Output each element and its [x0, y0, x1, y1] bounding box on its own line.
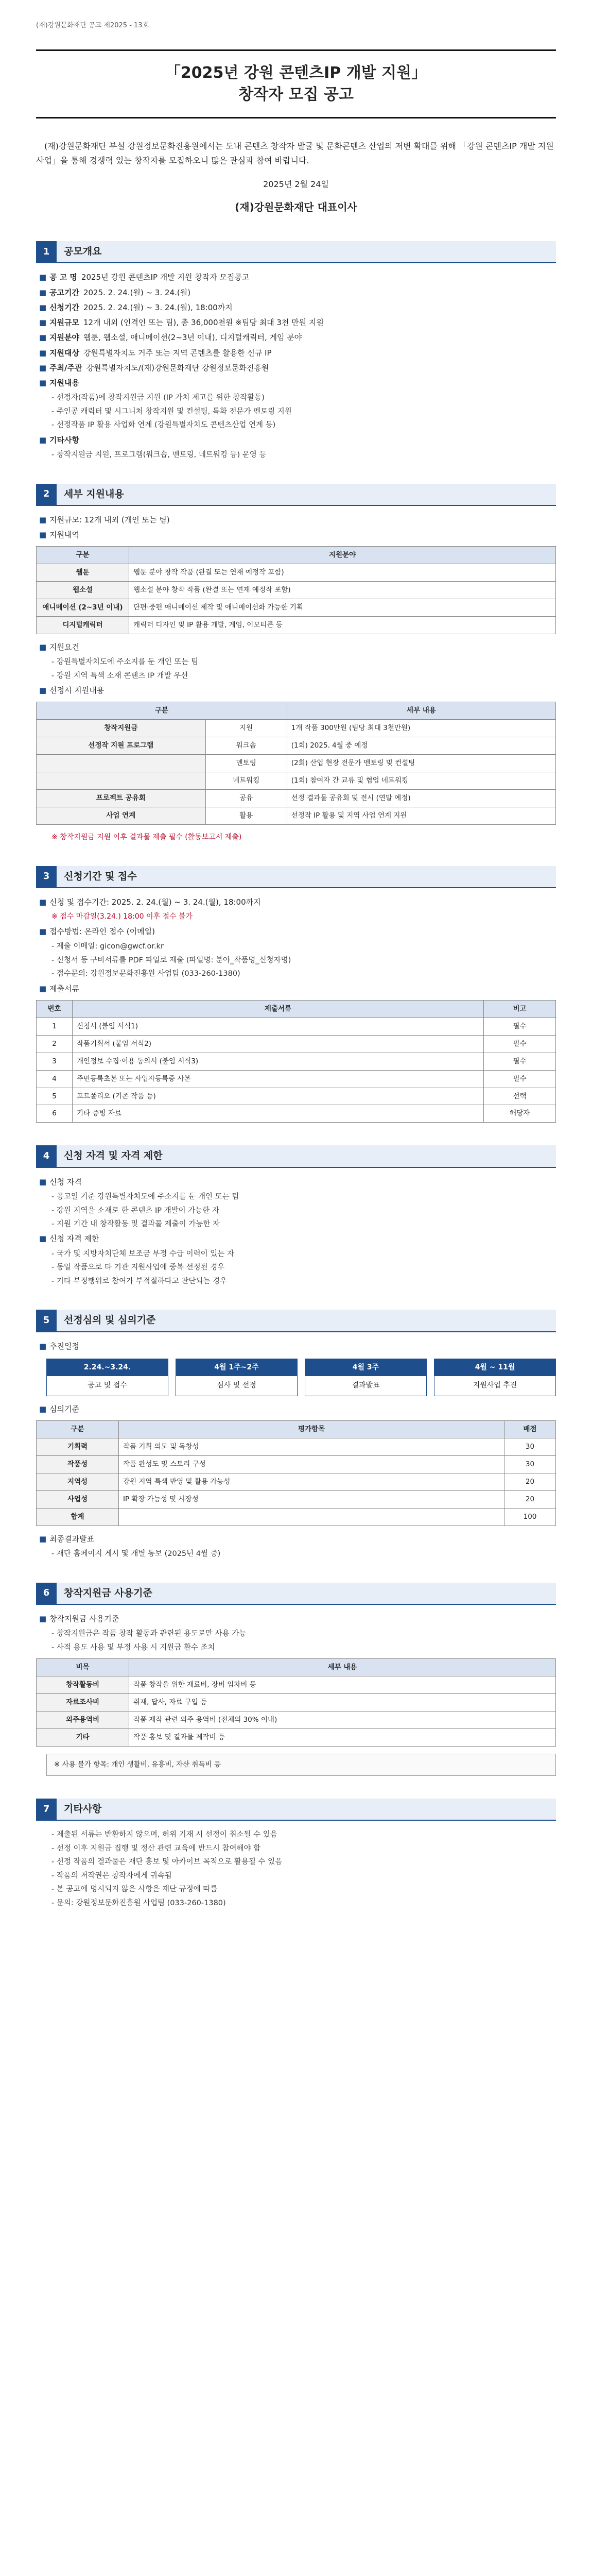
table-header: 평가항목	[119, 1421, 504, 1438]
section-review	[36, 1310, 556, 1560]
square-bullet-icon: ■	[39, 686, 47, 696]
table-cell: 네트워킹	[205, 772, 287, 790]
table-cell: 선정 결과물 공유회 및 전시 (연말 예정)	[287, 790, 555, 807]
list-item: ■ 최종결과발표	[39, 1533, 556, 1545]
table-cell: 프로젝트 공유회	[37, 790, 206, 807]
table-cell: (1회) 2025. 4월 중 예정	[287, 737, 555, 755]
list-item: ■ 지원요건	[39, 641, 556, 653]
list-item: ■ 지원대상 강원특별자치도 거주 또는 지역 콘텐츠를 활용한 신규 IP	[39, 347, 556, 359]
table-cell: 기타	[37, 1728, 129, 1746]
email-link[interactable]: - 제출 이메일: gicon@gwcf.or.kr	[51, 942, 164, 951]
section-number: 4	[36, 1145, 57, 1166]
table-cell: 작품 제작 관련 외주 용역비 (전체의 30% 이내)	[129, 1711, 556, 1729]
table-cell: 2	[37, 1035, 73, 1053]
table-header: 구분	[37, 1421, 119, 1438]
square-bullet-icon: ■	[39, 287, 47, 297]
sub-item: - 동일 작품으로 타 기관 지원사업에 중복 선정된 경우	[51, 1263, 225, 1272]
table-row	[37, 1053, 556, 1070]
table-cell: 5	[37, 1088, 73, 1105]
table-header: 제출서류	[73, 1000, 484, 1018]
list-item: ■ 심의기준	[39, 1403, 556, 1415]
table-cell: 신청서 (붙임 서식1)	[73, 1018, 484, 1035]
section-title: 공모개요	[57, 241, 556, 262]
table-row	[37, 1491, 556, 1509]
table-row	[37, 790, 556, 807]
table-cell	[37, 772, 206, 790]
table-row	[37, 1438, 556, 1456]
table-header: 지원분야	[129, 547, 556, 564]
table-cell: 해당자	[484, 1105, 556, 1123]
square-bullet-icon: ■	[39, 435, 47, 445]
table-row	[37, 1473, 556, 1491]
section-number: 7	[36, 1799, 57, 1820]
table-header: 세부 내용	[287, 702, 555, 720]
table-row	[37, 737, 556, 755]
table-row	[37, 720, 556, 737]
sub-item: - 신청서 등 구비서류를 PDF 파일로 제출 (파일명: 분야_작품명_신청자명)	[51, 956, 291, 964]
table-cell: 작품 홍보 및 결과물 제작비 등	[129, 1728, 556, 1746]
table-row	[37, 1070, 556, 1088]
section-etc	[36, 1799, 556, 1909]
list-item: ■ 추진일정	[39, 1341, 556, 1352]
table-row	[37, 1509, 556, 1526]
sub-item: - 작품의 저작권은 창작자에게 귀속됨	[51, 1871, 172, 1880]
table-row	[37, 1711, 556, 1729]
table-row	[37, 1105, 556, 1123]
table-cell: 작품성	[37, 1456, 119, 1473]
note-box: ※ 사용 불가 항목: 개인 생활비, 유흥비, 자산 취득비 등	[46, 1754, 556, 1776]
section-header	[36, 241, 556, 263]
sub-item: - 문의: 강원정보문화진흥원 사업팀 (033-260-1380)	[51, 1899, 226, 1907]
section-header	[36, 1583, 556, 1605]
table-cell: IP 확장 가능성 및 시장성	[119, 1491, 504, 1509]
table-cell: 웹소설	[37, 582, 129, 599]
table-cell: 작품 창작을 위한 재료비, 장비 임차비 등	[129, 1676, 556, 1694]
square-bullet-icon: ■	[39, 515, 47, 524]
table-cell: 웹소설 분야 창작 작품 (완결 또는 연재 예정작 포함)	[129, 582, 556, 599]
section-title: 창작지원금 사용기준	[57, 1583, 556, 1604]
sub-item: - 선정자(작품)에 창작지원금 지원 (IP 가치 제고를 위한 창작활동)	[51, 394, 265, 402]
sub-item: - 선정 작품의 결과물은 재단 홍보 및 아카이브 목적으로 활용될 수 있음	[51, 1858, 283, 1867]
organization-name: (재)강원문화재단 대표이사	[235, 200, 357, 213]
list-item: ■ 주최/주관 강원특별자치도/(재)강원문화재단 강원정보문화진흥원	[39, 362, 556, 374]
schedule-step: 4월 3주 결과발표	[305, 1359, 427, 1396]
list-item: ■ 지원내용	[39, 377, 556, 389]
table-cell: 취재, 답사, 자료 구입 등	[129, 1694, 556, 1711]
list-item: ■ 신청 자격	[39, 1176, 556, 1188]
list-item: ■ 지원내역	[39, 529, 556, 541]
table-cell: 웹툰 분야 창작 작품 (완결 또는 연재 예정작 포함)	[129, 564, 556, 582]
sub-item: - 창작지원금 지원, 프로그램(워크숍, 멘토링, 네트워킹 등) 운영 등	[51, 451, 267, 460]
table-row	[37, 1018, 556, 1035]
table-header: 구분	[37, 702, 287, 720]
table-row	[37, 582, 556, 599]
square-bullet-icon: ■	[39, 1341, 47, 1351]
sub-item: - 지원 기간 내 창작활동 및 결과물 제출이 가능한 자	[51, 1219, 220, 1228]
section-title: 선정심의 및 심의기준	[57, 1310, 556, 1331]
sub-item: - 제출된 서류는 반환하지 않으며, 허위 기재 시 선정이 취소될 수 있음	[51, 1831, 277, 1839]
section-support-details	[36, 484, 556, 843]
square-bullet-icon: ■	[39, 348, 47, 358]
table-cell: 창작활동비	[37, 1676, 129, 1694]
documents-table	[36, 1000, 556, 1123]
table-cell: 필수	[484, 1018, 556, 1035]
square-bullet-icon: ■	[39, 273, 47, 282]
table-header: 세부 내용	[129, 1659, 556, 1676]
table-cell: 3	[37, 1053, 73, 1070]
title-line-2: 창작자 모집 공고	[238, 86, 354, 104]
title-line-1: 「2025년 강원 콘텐츠IP 개발 지원」	[165, 64, 427, 82]
sub-item: - 공고일 기준 강원특별자치도에 주소지를 둔 개인 또는 팀	[51, 1193, 239, 1201]
section-header	[36, 1310, 556, 1332]
table-cell: 작품기획서 (붙임 서식2)	[73, 1035, 484, 1053]
table-cell	[37, 755, 206, 772]
square-bullet-icon: ■	[39, 302, 47, 312]
list-item: ■ 공고기간 2025. 2. 24.(월) ~ 3. 24.(월)	[39, 287, 556, 299]
list-item: ■ 신청기간 2025. 2. 24.(월) ~ 3. 24.(월), 18:00까지	[39, 302, 556, 314]
sub-item: - 주인공 캐릭터 및 시그니처 창작지원 및 컨설팅, 특화 전문가 멘토링 지원	[51, 407, 292, 416]
table-header: 비목	[37, 1659, 129, 1676]
list-item: ■ 접수방법: 온라인 접수 (이메일)	[39, 926, 556, 938]
review-criteria-table	[36, 1420, 556, 1526]
square-bullet-icon: ■	[39, 1614, 47, 1624]
table-cell: 강원 지역 특색 반영 및 활용 가능성	[119, 1473, 504, 1491]
table-cell: 주민등록초본 또는 사업자등록증 사본	[73, 1070, 484, 1088]
table-cell: 단편·중편 애니메이션 제작 및 애니메이션화 가능한 기획	[129, 599, 556, 617]
section-application	[36, 866, 556, 1123]
table-cell: 1개 작품 300만원 (팀당 최대 3천만원)	[287, 720, 555, 737]
square-bullet-icon: ■	[39, 1534, 47, 1544]
table-row	[37, 1676, 556, 1694]
section-eligibility	[36, 1145, 556, 1287]
table-cell: 20	[504, 1491, 556, 1509]
table-header: 번호	[37, 1000, 73, 1018]
table-cell: 활용	[205, 807, 287, 825]
table-cell: 선택	[484, 1088, 556, 1105]
square-bullet-icon: ■	[39, 1177, 47, 1187]
intro-text: (재)강원문화재단 부설 강원정보문화진흥원에서는 도내 콘텐츠 창작자 발굴 및 문화콘텐츠 산업의 저변 확대를 위해 「강원 콘텐츠IP 개발 지원사업」을 통해 경쟁력 있는 창작자를 모집하오니 많은 관심과 참여 바랍니다.	[36, 141, 554, 166]
section-overview	[36, 241, 556, 461]
list-item: ■ 지원규모 12개 내외 (인격인 또는 팀), 총 36,000천원 ※팀당 최대 3천 만원 지원	[39, 317, 556, 329]
square-bullet-icon: ■	[39, 984, 47, 993]
note-text: ※ 접수 마감일(3.24.) 18:00 이후 접수 불가	[51, 912, 193, 921]
section-header	[36, 1145, 556, 1167]
table-cell: 사업성	[37, 1491, 119, 1509]
table-row	[37, 617, 556, 634]
sub-item: - 창작지원금은 작품 창작 활동과 관련된 용도로만 사용 가능	[51, 1630, 247, 1638]
support-field-table	[36, 546, 556, 634]
table-cell: 필수	[484, 1070, 556, 1088]
section-number: 2	[36, 484, 57, 505]
table-cell: (1회) 참여자 간 교류 및 협업 네트워킹	[287, 772, 555, 790]
schedule-step: 2.24.~3.24. 공고 및 접수	[46, 1359, 168, 1396]
list-item: ■ 신청 및 접수기간: 2025. 2. 24.(월) ~ 3. 24.(월), 18:00까지	[39, 896, 556, 908]
sub-item: - 강원 지역을 소재로 한 콘텐츠 IP 개발이 가능한 자	[51, 1206, 219, 1215]
square-bullet-icon: ■	[39, 318, 47, 328]
note-text: ※ 창작지원금 지원 이후 결과물 제출 필수 (활동보고서 제출)	[51, 833, 242, 841]
section-header	[36, 866, 556, 888]
list-item: ■ 지원규모: 12개 내외 (개인 또는 팀)	[39, 514, 556, 526]
table-header: 구분	[37, 547, 129, 564]
section-title: 기타사항	[57, 1799, 556, 1820]
list-item: ■ 신청 자격 제한	[39, 1233, 556, 1245]
sub-item: - 접수문의: 강원정보문화진흥원 사업팀 (033-260-1380)	[51, 970, 240, 978]
table-cell: 포트폴리오 (기존 작품 등)	[73, 1088, 484, 1105]
table-cell: 사업 연계	[37, 807, 206, 825]
table-cell: 기획력	[37, 1438, 119, 1456]
support-content-table	[36, 702, 556, 824]
table-cell: 개인정보 수집·이용 동의서 (붙임 서식3)	[73, 1053, 484, 1070]
announcement-date: 2025년 2월 24일	[263, 179, 329, 190]
table-cell: 웹툰	[37, 564, 129, 582]
sub-item: - 사적 용도 사용 및 부정 사용 시 지원금 환수 조치	[51, 1643, 215, 1652]
table-header: 배점	[504, 1421, 556, 1438]
title-box	[36, 49, 556, 118]
table-cell: (2회) 산업 현장 전문가 멘토링 및 컨설팅	[287, 755, 555, 772]
list-item: ■ 선정시 지원내용	[39, 685, 556, 697]
list-item: ■ 제출서류	[39, 983, 556, 995]
table-cell: 디지털캐릭터	[37, 617, 129, 634]
table-cell: 애니메이션 (2~3년 이내)	[37, 599, 129, 617]
square-bullet-icon: ■	[39, 897, 47, 907]
square-bullet-icon: ■	[39, 333, 47, 343]
list-item: ■ 창작지원금 사용기준	[39, 1613, 556, 1625]
section-number: 6	[36, 1583, 57, 1604]
table-cell: 작품 완성도 및 스토리 구성	[119, 1456, 504, 1473]
table-cell: 워크숍	[205, 737, 287, 755]
table-row	[37, 755, 556, 772]
square-bullet-icon: ■	[39, 927, 47, 936]
table-cell: 6	[37, 1105, 73, 1123]
square-bullet-icon: ■	[39, 642, 47, 652]
table-cell: 4	[37, 1070, 73, 1088]
section-header	[36, 1799, 556, 1821]
list-item: ■ 지원분야 웹툰, 웹소설, 애니메이션(2~3년 이내), 디지털캐릭터, 게임 분야	[39, 332, 556, 344]
square-bullet-icon: ■	[39, 1404, 47, 1414]
schedule-step: 4월 1주~2주 심사 및 선정	[176, 1359, 298, 1396]
schedule-step: 4월 ~ 11월 지원사업 추진	[434, 1359, 556, 1396]
sub-item: - 재단 홈페이지 게시 및 개별 통보 (2025년 4월 중)	[51, 1550, 221, 1558]
table-cell: 창작지원금	[37, 720, 206, 737]
sub-item: - 본 공고에 명시되지 않은 사항은 재단 규정에 따름	[51, 1885, 218, 1894]
table-cell: 20	[504, 1473, 556, 1491]
table-cell: 작품 기획 의도 및 독창성	[119, 1438, 504, 1456]
table-header: 비고	[484, 1000, 556, 1018]
table-cell: 30	[504, 1438, 556, 1456]
square-bullet-icon: ■	[39, 530, 47, 540]
section-title: 신청기간 및 접수	[57, 866, 556, 887]
table-row	[37, 1456, 556, 1473]
table-cell: 30	[504, 1456, 556, 1473]
table-cell: 필수	[484, 1053, 556, 1070]
table-cell: 기타 증빙 자료	[73, 1105, 484, 1123]
table-cell	[119, 1509, 504, 1526]
sub-item: - 강원특별자치도에 주소지를 둔 개인 또는 팀	[51, 658, 199, 667]
table-cell: 선정작 지원 프로그램	[37, 737, 206, 755]
table-row	[37, 599, 556, 617]
section-number: 3	[36, 866, 57, 887]
table-cell: 선정작 IP 활용 및 지역 사업 연계 지원	[287, 807, 555, 825]
sub-item: - 강원 지역 특색 소재 콘텐츠 IP 개발 우선	[51, 671, 188, 680]
sub-item: - 선정작품 IP 활용 사업화 연계 (강원특별자치도 콘텐츠산업 연계 등)	[51, 421, 276, 430]
section-header	[36, 484, 556, 506]
schedule-steps	[46, 1359, 556, 1396]
sub-item: - 국가 및 지방자치단체 보조금 부정 수급 이력이 있는 자	[51, 1249, 234, 1258]
table-cell: 외주용역비	[37, 1711, 129, 1729]
table-cell: 합계	[37, 1509, 119, 1526]
table-cell: 지원	[205, 720, 287, 737]
square-bullet-icon: ■	[39, 363, 47, 372]
list-item: ■ 공 고 명 2025년 강원 콘텐츠IP 개발 지원 창작자 모집공고	[39, 272, 556, 283]
table-cell: 자료조사비	[37, 1694, 129, 1711]
table-cell: 공유	[205, 790, 287, 807]
table-row	[37, 807, 556, 825]
square-bullet-icon: ■	[39, 1234, 47, 1244]
table-cell: 1	[37, 1018, 73, 1035]
section-grant-usage	[36, 1583, 556, 1776]
usage-table	[36, 1658, 556, 1747]
table-row	[37, 1088, 556, 1105]
section-number: 5	[36, 1310, 57, 1331]
table-row	[37, 772, 556, 790]
section-title: 신청 자격 및 자격 제한	[57, 1145, 556, 1166]
table-cell: 멘토링	[205, 755, 287, 772]
table-row	[37, 1694, 556, 1711]
list-item: ■ 기타사항	[39, 434, 556, 446]
table-cell: 필수	[484, 1035, 556, 1053]
table-cell: 캐릭터 디자인 및 IP 활용 개발, 게임, 이모티콘 등	[129, 617, 556, 634]
table-cell: 100	[504, 1509, 556, 1526]
square-bullet-icon: ■	[39, 378, 47, 388]
announcement-number: (재)강원문화재단 공고 제2025 - 13호	[36, 22, 149, 29]
sub-item: - 선정 이후 지원금 집행 및 정산 관련 교육에 반드시 참여해야 함	[51, 1844, 261, 1853]
table-cell: 지역성	[37, 1473, 119, 1491]
table-row	[37, 564, 556, 582]
sub-item: - 기타 부정행위로 참여가 부적절하다고 판단되는 경우	[51, 1277, 228, 1285]
table-row	[37, 1728, 556, 1746]
table-row	[37, 1035, 556, 1053]
section-number: 1	[36, 241, 57, 262]
section-title: 세부 지원내용	[57, 484, 556, 505]
